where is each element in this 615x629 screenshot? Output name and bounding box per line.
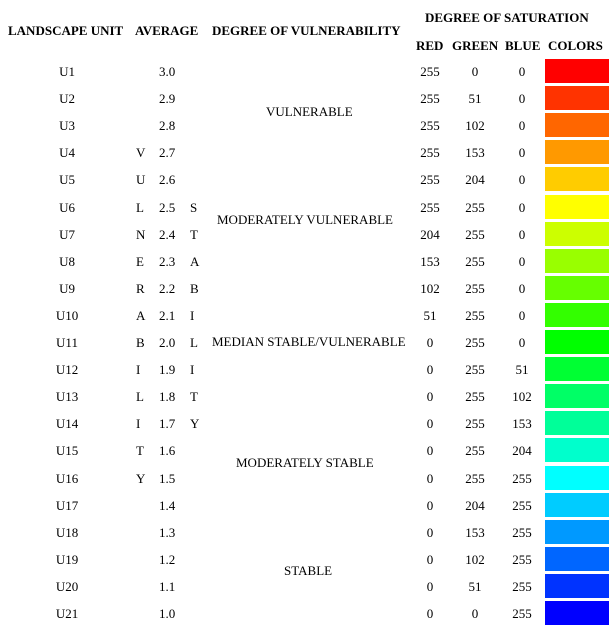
header-average: AVERAGE (135, 23, 199, 38)
average-cell: 2.8 (159, 118, 176, 134)
label-moderately-vulnerable: MODERATELY VULNERABLE (217, 212, 393, 227)
average-cell: 2.4 (159, 226, 176, 242)
average-cell: 2.3 (159, 253, 176, 269)
color-swatch (545, 195, 609, 219)
header-landscape-unit: LANDSCAPE UNIT (8, 23, 124, 38)
vertical-letter: T (190, 226, 198, 242)
header-degree-of-vulnerability: DEGREE OF VULNERABILITY (212, 23, 401, 38)
color-swatch (545, 520, 609, 544)
average-cell: 2.7 (159, 145, 176, 161)
color-swatch (545, 113, 609, 137)
vertical-letter: T (190, 389, 198, 405)
vertical-letter: L (136, 199, 144, 215)
color-swatch (545, 140, 609, 164)
color-swatch (545, 547, 609, 571)
color-swatch (545, 86, 609, 110)
average-cell: 2.1 (159, 307, 176, 323)
color-swatch (545, 249, 609, 273)
average-cell: 1.6 (159, 443, 176, 459)
color-swatch (545, 222, 609, 246)
header-green: GREEN (452, 38, 499, 53)
color-swatch (545, 466, 609, 490)
vertical-letter: A (136, 307, 146, 323)
average-cell: 1.3 (159, 524, 176, 540)
vertical-letter: I (136, 362, 141, 378)
vertical-letter: A (190, 253, 200, 269)
header-colors: COLORS (548, 38, 603, 53)
header-degree-of-saturation: DEGREE OF SATURATION (425, 10, 589, 25)
color-swatch (545, 601, 609, 625)
label-moderately-stable: MODERATELY STABLE (236, 455, 374, 470)
average-cell: 3.0 (159, 64, 176, 79)
vertical-letter: Y (190, 416, 200, 432)
vertical-letter: U (136, 172, 146, 188)
vertical-letter: B (136, 335, 145, 350)
average-cell: 1.2 (159, 551, 176, 567)
average-cell: 1.8 (159, 389, 176, 405)
average-cell: 2.6 (159, 172, 176, 188)
color-swatch (545, 59, 609, 83)
vertical-letter: L (136, 389, 144, 405)
vertical-letter: T (136, 443, 144, 459)
vertical-letter: Y (136, 470, 146, 486)
vertical-letter: I (190, 307, 195, 323)
vertical-letter: N (136, 226, 146, 242)
color-swatch (545, 167, 609, 191)
average-cell: 2.2 (159, 280, 176, 296)
color-swatch (545, 411, 609, 435)
vertical-letter: V (136, 145, 146, 161)
vertical-letter: B (190, 280, 199, 296)
color-swatch (545, 438, 609, 462)
vertical-letter: R (136, 280, 145, 296)
vertical-letter: I (136, 416, 141, 432)
color-swatch (545, 303, 609, 327)
vertical-letter: I (190, 362, 195, 378)
color-swatch (545, 330, 609, 354)
average-cell: 2.9 (159, 91, 176, 107)
color-swatch (545, 384, 609, 408)
header-red: RED (416, 38, 444, 53)
average-cell: 1.9 (159, 362, 176, 378)
vertical-letter: S (190, 199, 198, 215)
header-blue: BLUE (505, 38, 541, 53)
vertical-letter: L (190, 335, 198, 350)
average-cell: 1.7 (159, 416, 176, 432)
average-cell: 2.5 (159, 199, 176, 215)
average-cell: 1.4 (159, 497, 176, 513)
label-stable: STABLE (284, 563, 333, 578)
average-cell: 1.1 (159, 578, 176, 594)
average-cell: 2.0 (159, 335, 176, 350)
color-swatch (545, 574, 609, 598)
color-swatch (545, 276, 609, 300)
label-median-stable-vulnerable: MEDIAN STABLE/VULNERABLE (212, 334, 406, 349)
average-cell: 1.5 (159, 470, 176, 486)
color-swatch (545, 357, 609, 381)
vertical-letter: E (136, 253, 144, 269)
average-cell: 1.0 (159, 606, 176, 621)
color-swatch (545, 493, 609, 517)
label-vulnerable: VULNERABLE (266, 104, 353, 119)
